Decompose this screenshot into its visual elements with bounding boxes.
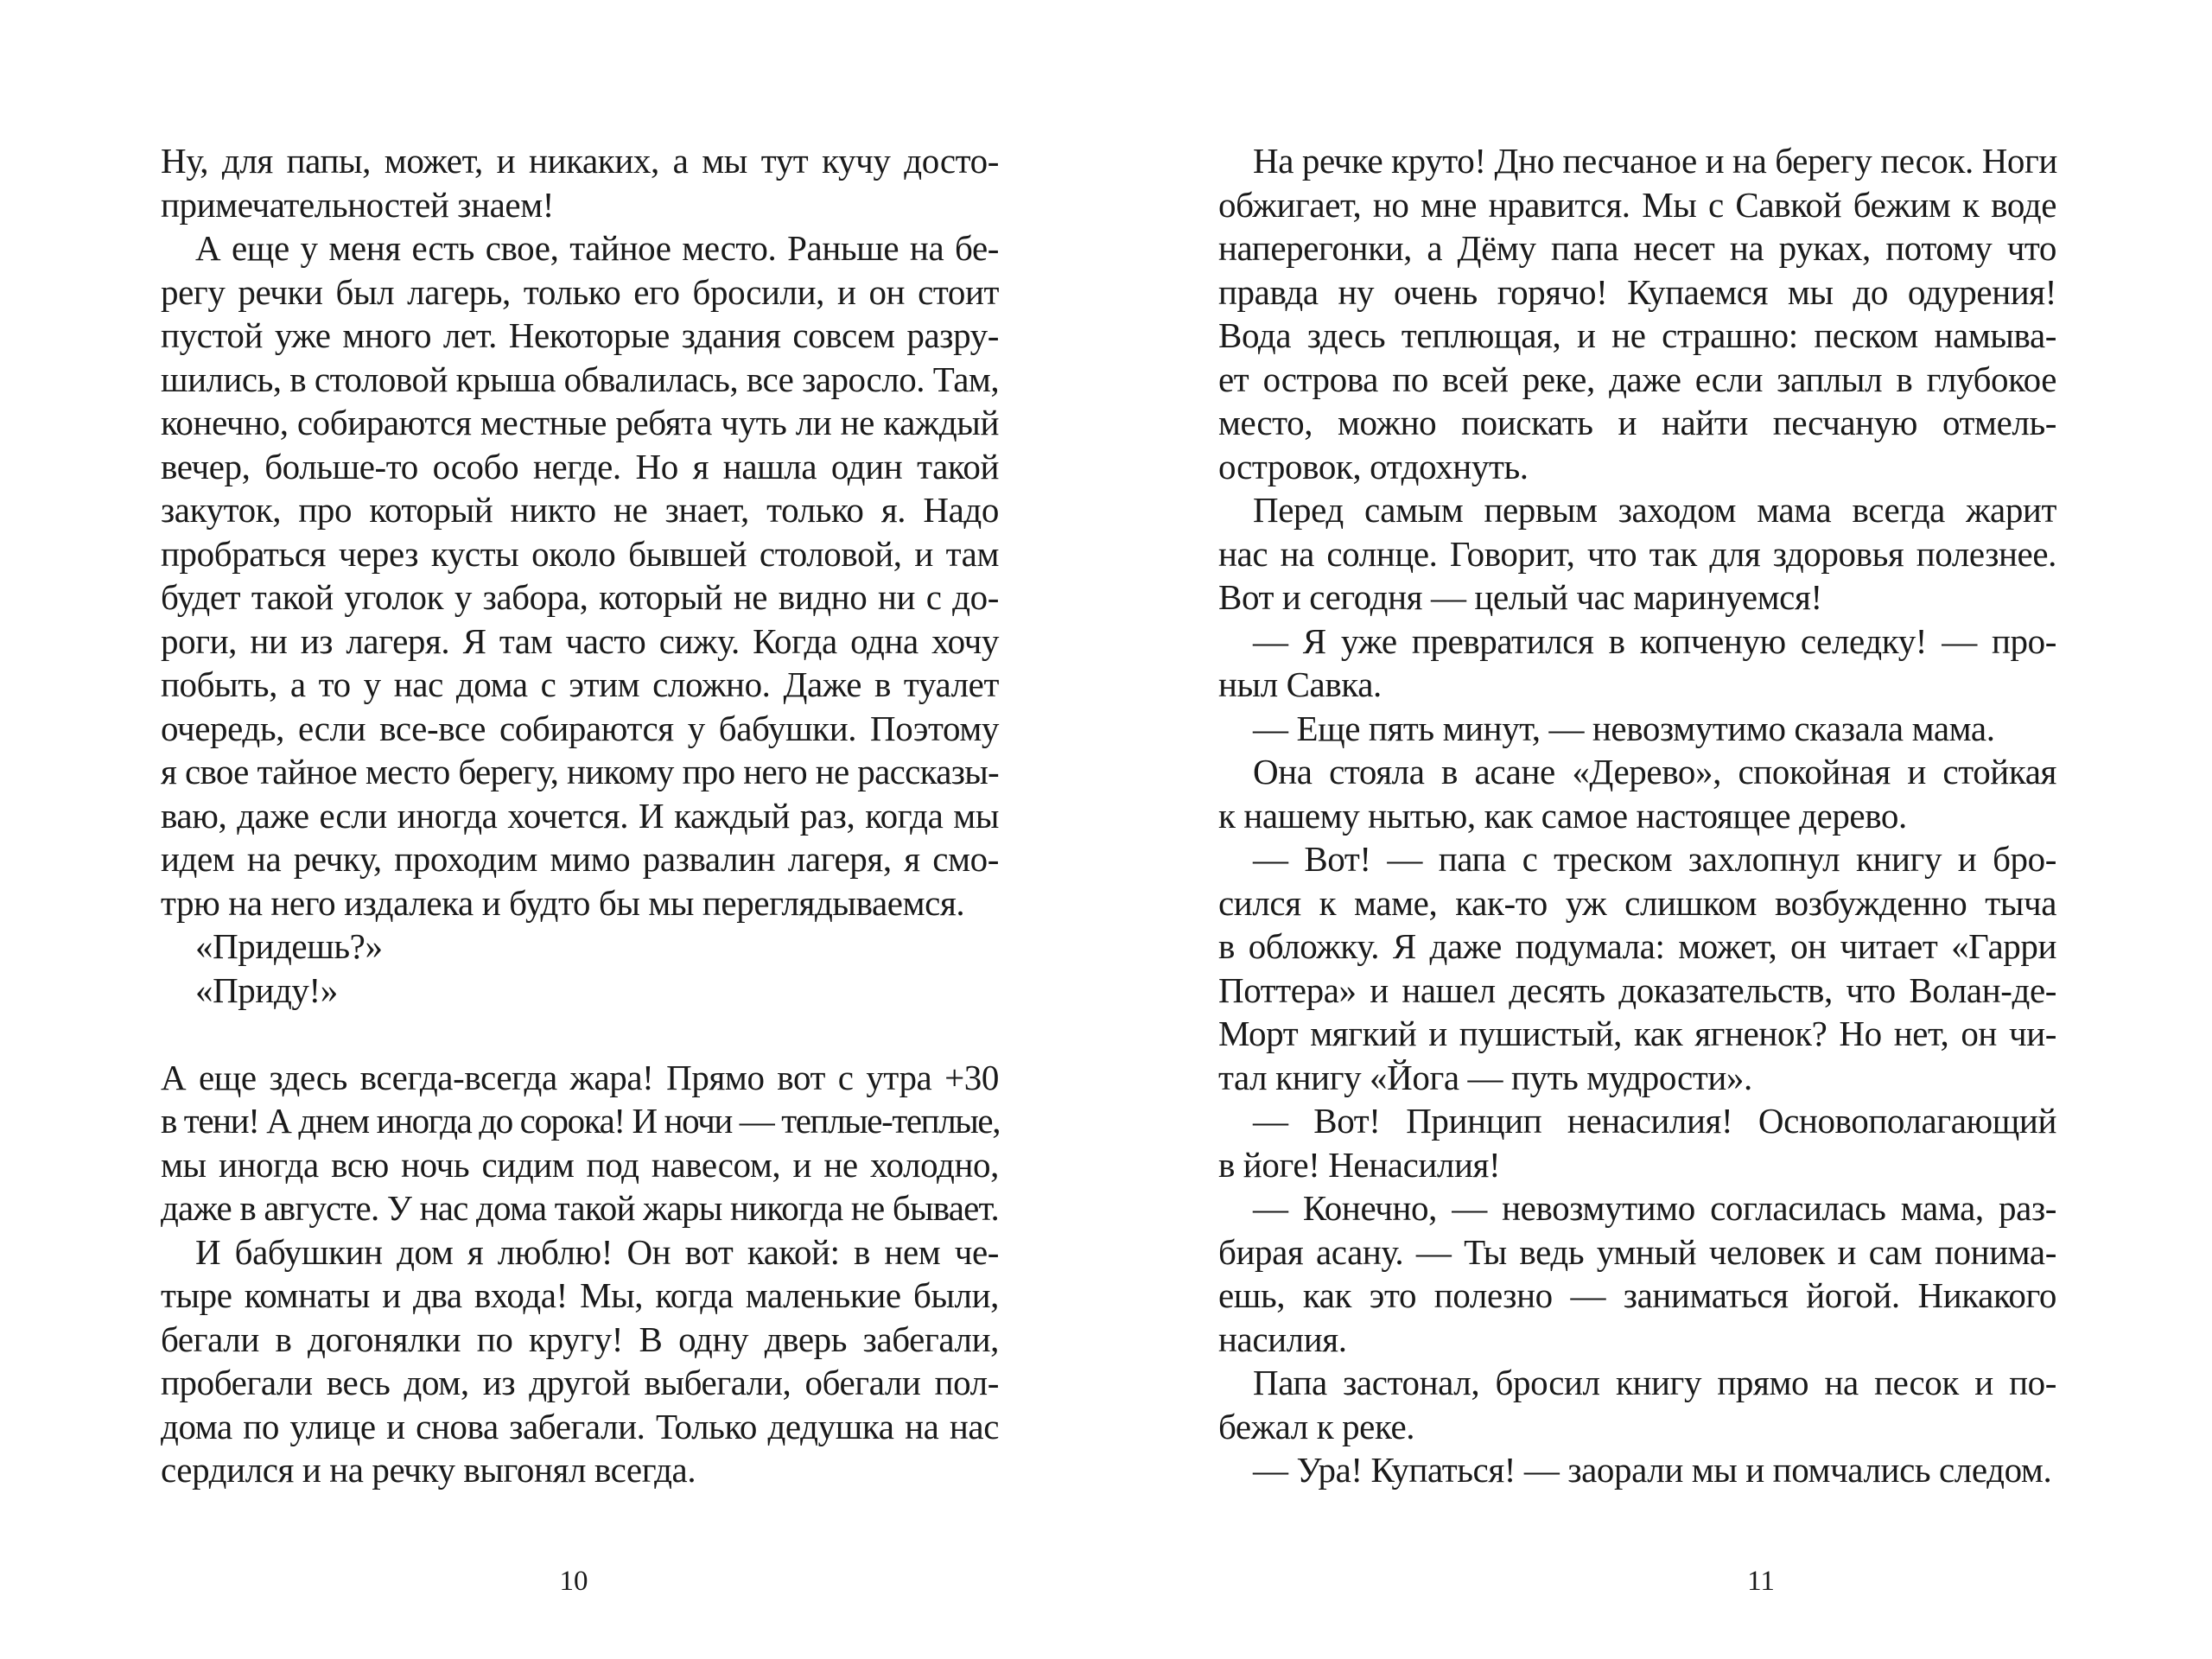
- text-line: вечер, больше-то особо негде. Но я нашла один такой: [161, 446, 999, 486]
- text-line: пустой уже много лет. Некоторые здания совсем разру-: [161, 315, 999, 355]
- text-line: роги, ни из лагеря. Я там часто сижу. Когда одна хочу: [161, 620, 999, 661]
- text-line: Вода здесь теплющая, и не страшно: песком намыва-: [1218, 315, 2056, 355]
- text-line: бирая асану. — Ты ведь умный человек и сам понима-: [1218, 1231, 2056, 1272]
- text-line: идем на речку, проходим мимо развалин лагеря, я смо-: [161, 839, 999, 879]
- text-line: в обложку. Я даже подумала: может, он читает «Гарри: [1218, 926, 2056, 966]
- text-line: мы иногда всю ночь сидим под навесом, и не холодно,: [161, 1144, 999, 1185]
- text-line: — Еще пять минут, — невозмутимо сказала мама.: [1253, 708, 1995, 748]
- text-line: место, можно поискать и найти песчаную отмель-: [1218, 403, 2056, 442]
- text-line: Ну, для папы, может, и никаких, а мы тут кучу досто-: [161, 141, 999, 181]
- text-line: даже в августе. У нас дома такой жары никогда не бывает.: [161, 1188, 999, 1228]
- text-line: пробегали весь дом, из другой выбегали, обегали пол-: [161, 1363, 999, 1402]
- text-line: сился к маме, как-то уж слишком возбужденно тыча: [1218, 882, 2056, 923]
- text-line: ешь, как это полезно — заниматься йогой. Никакого: [1218, 1275, 2056, 1315]
- text-line: закуток, про который никто не знает, только я. Надо: [161, 490, 999, 530]
- text-line: ныл Савка.: [1218, 664, 1382, 704]
- left-text-block: [161, 139, 999, 1492]
- text-line: — Вот! — папа с треском захлопнул книгу и бро-: [1253, 839, 2056, 879]
- text-line: бежал к реке.: [1218, 1406, 1415, 1446]
- text-line: А еще у меня есть свое, тайное место. Раньше на бе-: [195, 228, 999, 268]
- text-line: И бабушкин дом я люблю! Он вот какой: в нем че-: [195, 1231, 999, 1272]
- text-line: ваю, даже если иногда хочется. И каждый раз, когда мы: [161, 795, 999, 836]
- text-line: Папа застонал, бросил книгу прямо на песок и по-: [1253, 1363, 2056, 1402]
- text-line: — Ура! Купаться! — заорали мы и помчались следом.: [1253, 1450, 2052, 1490]
- text-line: примечательностей знаем!: [161, 184, 555, 225]
- text-line: обжигает, но мне нравится. Мы с Савкой бежим к воде: [1218, 184, 2056, 225]
- text-line: в йоге! Ненасилия!: [1218, 1144, 1501, 1185]
- text-line: будет такой уголок у забора, который не видно ни с до-: [161, 577, 999, 617]
- text-line: Морт мягкий и пушистый, как ягненок? Но нет, он чи-: [1218, 1014, 2056, 1053]
- text-line: Она стояла в асане «Дерево», спокойная и стойкая: [1253, 752, 2056, 791]
- text-line: пробраться через кусты около бывшей столовой, и там: [161, 533, 999, 574]
- text-line: — Я уже превратился в копченую селедку! — про-: [1253, 620, 2056, 661]
- text-line: тал книгу «Йога — путь мудрости».: [1218, 1057, 1752, 1097]
- text-line: тыре комнаты и два входа! Мы, когда маленькие были,: [161, 1275, 999, 1315]
- text-line: На речке круто! Дно песчаное и на берегу песок. Ноги: [1253, 141, 2057, 181]
- text-line: А еще здесь всегда-всегда жара! Прямо вот с утра +30: [161, 1057, 999, 1097]
- text-line: бегали в догонялки по кругу! В одну дверь забегали,: [161, 1319, 999, 1359]
- text-line: конечно, собираются местные ребята чуть ли не каждый: [161, 403, 999, 442]
- text-line: — Вот! Принцип ненасилия! Основополагающий: [1253, 1101, 2056, 1141]
- text-line: шились, в столовой крыша обвалилась, все заросло. Там,: [161, 359, 1000, 399]
- text-line: очередь, если все-все собираются у бабушки. Поэтому: [161, 708, 999, 748]
- text-line: побыть, а то у нас дома с этим сложно. Даже в туалет: [161, 664, 999, 704]
- text-line: Поттера» и нашел десять доказательств, что Волан-де-: [1218, 969, 2056, 1010]
- text-line: Вот и сегодня — целый час маринуемся!: [1218, 577, 1822, 617]
- right-text-block: [1218, 139, 2056, 1492]
- text-line: сердился и на речку выгонял всегда.: [161, 1450, 696, 1490]
- text-line: «Приду!»: [195, 969, 338, 1010]
- section-gap: [161, 1012, 999, 1056]
- text-line: «Придешь?»: [195, 926, 383, 966]
- text-line: нас на солнце. Говорит, что так для здоровья полезнее.: [1218, 533, 2056, 574]
- text-line: я свое тайное место берегу, никому про него не рассказы-: [161, 752, 999, 791]
- text-line: — Конечно, — невозмутимо согласилась мама, раз-: [1253, 1188, 2056, 1228]
- text-line: насилия.: [1218, 1319, 1347, 1359]
- text-line: правда ну очень горячо! Купаемся мы до одурения!: [1218, 271, 2056, 312]
- page-number: 10: [559, 1566, 588, 1597]
- text-line: Перед самым первым заходом мама всегда жарит: [1253, 490, 2056, 530]
- text-line: трю на него издалека и будто бы мы переглядываемся.: [161, 882, 965, 923]
- text-line: ет острова по всей реке, даже если заплыл в глубокое: [1218, 359, 2056, 399]
- right-page: [1106, 0, 2212, 1659]
- page-number: 11: [1747, 1566, 1775, 1597]
- text-line: в тени! А днем иногда до сорока! И ночи — теплые-теплые,: [161, 1101, 1001, 1141]
- text-line: дома по улице и снова забегали. Только дедушка на нас: [161, 1406, 999, 1446]
- text-line: регу речки был лагерь, только его бросили, и он стоит: [161, 271, 999, 312]
- text-line: островок, отдохнуть.: [1218, 446, 1529, 486]
- text-line: к нашему нытью, как самое настоящее дерево.: [1218, 795, 1907, 836]
- text-line: наперегонки, а Дёму папа несет на руках, потому что: [1218, 228, 2056, 268]
